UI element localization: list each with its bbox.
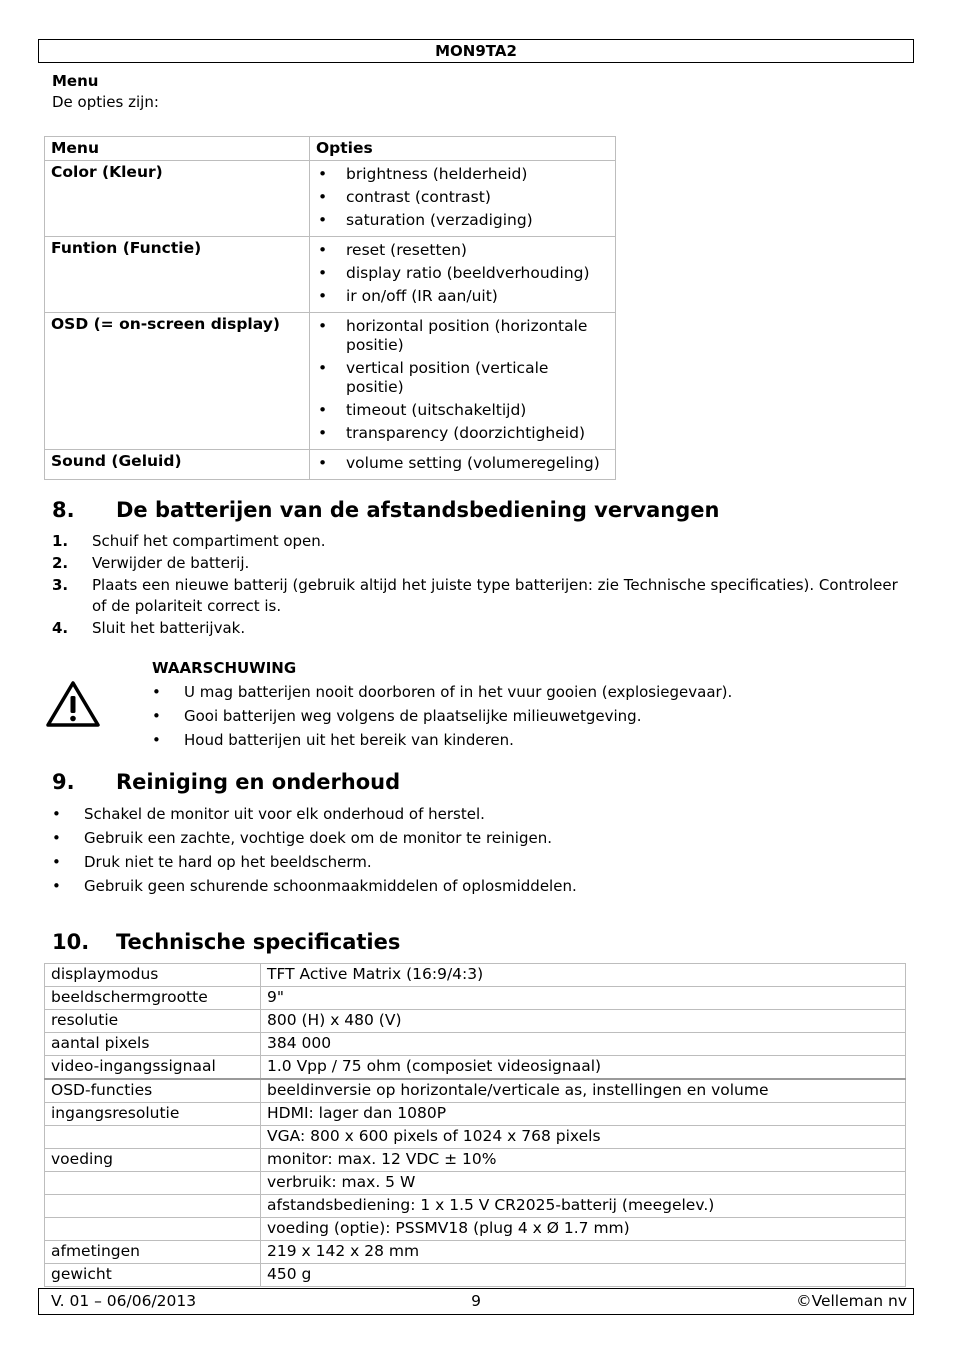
spec-value: 450 g xyxy=(261,1264,906,1287)
spec-value: verbruik: max. 5 W xyxy=(261,1172,906,1195)
list-item xyxy=(52,575,902,617)
list-item: • display ratio (beeldverhouding) xyxy=(316,264,609,283)
list-item: • saturation (verzadiging) xyxy=(316,211,609,230)
table-row xyxy=(45,987,906,1010)
spec-key: displaymodus xyxy=(45,964,261,987)
table-row xyxy=(45,1033,906,1056)
spec-key xyxy=(45,1195,261,1218)
table-row xyxy=(45,1149,906,1172)
document-header xyxy=(38,39,914,63)
warning-list xyxy=(152,680,732,752)
section-9-heading xyxy=(52,770,400,795)
section-title: De batterijen van de afstandsbediening vervangen xyxy=(116,498,720,522)
menu-heading: Menu xyxy=(52,72,99,90)
table-row xyxy=(45,312,616,449)
list-item: • U mag batterijen nooit doorboren of in het vuur gooien (explosiegevaar). xyxy=(152,680,732,704)
option-list-cell xyxy=(310,236,616,312)
spec-value: 384 000 xyxy=(261,1033,906,1056)
spec-key: OSD-functies xyxy=(45,1079,261,1103)
spec-value: 800 (H) x 480 (V) xyxy=(261,1010,906,1033)
spec-key: afmetingen xyxy=(45,1241,261,1264)
table-row xyxy=(45,1241,906,1264)
step-text: Verwijder de batterij. xyxy=(92,554,250,572)
warning-triangle-icon xyxy=(46,680,100,728)
section-number: 9. xyxy=(52,770,75,794)
list-item xyxy=(52,531,902,552)
page-number: 9 xyxy=(471,1292,481,1310)
list-item: • reset (resetten) xyxy=(316,241,609,260)
list-item xyxy=(52,618,902,639)
warning-title: WAARSCHUWING xyxy=(152,659,297,677)
list-item: • Druk niet te hard op het beeldscherm. xyxy=(52,850,577,874)
spec-key: aantal pixels xyxy=(45,1033,261,1056)
spec-key: voeding xyxy=(45,1149,261,1172)
table-row xyxy=(45,964,906,987)
list-item: • brightness (helderheid) xyxy=(316,165,609,184)
table-row xyxy=(45,1056,906,1080)
copyright: ©Velleman nv xyxy=(796,1292,907,1310)
section-number: 8. xyxy=(52,498,75,522)
specifications-table xyxy=(44,963,906,1287)
spec-value: VGA: 800 x 600 pixels of 1024 x 768 pixels xyxy=(261,1126,906,1149)
table-row xyxy=(45,1218,906,1241)
spec-key: ingangsresolutie xyxy=(45,1103,261,1126)
table-row xyxy=(45,1103,906,1126)
table-header-row xyxy=(45,137,616,161)
table-row xyxy=(45,160,616,236)
spec-value: beeldinversie op horizontale/verticale as, instellingen en volume xyxy=(261,1079,906,1103)
list-item: • timeout (uitschakeltijd) xyxy=(316,401,609,420)
step-text: Sluit het batterijvak. xyxy=(92,619,246,637)
list-item: • volume setting (volumeregeling) xyxy=(316,454,609,473)
version-date: V. 01 – 06/06/2013 xyxy=(51,1292,197,1310)
section-title: Reiniging en onderhoud xyxy=(116,770,401,794)
cleaning-list xyxy=(52,802,577,898)
table-row xyxy=(45,236,616,312)
option-list-cell xyxy=(310,160,616,236)
list-item: • Gooi batterijen weg volgens de plaatselijke milieuwetgeving. xyxy=(152,704,732,728)
list-item: • horizontal position (horizontale positie) xyxy=(316,317,609,355)
section-title: Technische specificaties xyxy=(116,930,401,954)
spec-value: monitor: max. 12 VDC ± 10% xyxy=(261,1149,906,1172)
option-list-cell xyxy=(310,312,616,449)
menu-name: OSD (= on-screen display) xyxy=(45,312,310,449)
menu-name: Funtion (Functie) xyxy=(45,236,310,312)
spec-key: gewicht xyxy=(45,1264,261,1287)
document-footer xyxy=(38,1288,914,1315)
model-code: MON9TA2 xyxy=(435,42,517,60)
table-row xyxy=(45,1126,906,1149)
spec-value: afstandsbediening: 1 x 1.5 V CR2025-batterij (meegelev.) xyxy=(261,1195,906,1218)
section-8-heading xyxy=(52,498,719,523)
step-number: 3. xyxy=(52,576,69,594)
spec-value: voeding (optie): PSSMV18 (plug 4 x Ø 1.7 mm) xyxy=(261,1218,906,1241)
list-item: • vertical position (verticale positie) xyxy=(316,359,609,397)
spec-value: TFT Active Matrix (16:9/4:3) xyxy=(261,964,906,987)
table-row xyxy=(45,1195,906,1218)
step-number: 2. xyxy=(52,554,69,572)
spec-value: 1.0 Vpp / 75 ohm (composiet videosignaal) xyxy=(261,1056,906,1080)
table-row xyxy=(45,1172,906,1195)
spec-value: 9" xyxy=(261,987,906,1010)
menu-options-table xyxy=(44,136,616,480)
step-text: Schuif het compartiment open. xyxy=(92,532,326,550)
spec-key: beeldschermgrootte xyxy=(45,987,261,1010)
list-item: • ir on/off (IR aan/uit) xyxy=(316,287,609,306)
spec-key xyxy=(45,1172,261,1195)
list-item: • contrast (contrast) xyxy=(316,188,609,207)
list-item: • Houd batterijen uit het bereik van kinderen. xyxy=(152,728,732,752)
column-header-menu: Menu xyxy=(45,137,310,161)
list-item: • Gebruik geen schurende schoonmaakmiddelen of oplosmiddelen. xyxy=(52,874,577,898)
section-number: 10. xyxy=(52,930,90,954)
battery-steps-list xyxy=(52,531,902,640)
table-row xyxy=(45,1264,906,1287)
spec-key xyxy=(45,1218,261,1241)
spec-value: 219 x 142 x 28 mm xyxy=(261,1241,906,1264)
table-row xyxy=(45,449,616,479)
section-10-heading xyxy=(52,930,400,955)
list-item: • transparency (doorzichtigheid) xyxy=(316,424,609,443)
table-row xyxy=(45,1010,906,1033)
step-number: 1. xyxy=(52,532,69,550)
table-row xyxy=(45,1079,906,1103)
option-list-cell xyxy=(310,449,616,479)
list-item: • Schakel de monitor uit voor elk onderhoud of herstel. xyxy=(52,802,577,826)
menu-intro: De opties zijn: xyxy=(52,93,159,111)
spec-key: video-ingangssignaal xyxy=(45,1056,261,1080)
menu-name: Color (Kleur) xyxy=(45,160,310,236)
list-item: • Gebruik een zachte, vochtige doek om de monitor te reinigen. xyxy=(52,826,577,850)
step-number: 4. xyxy=(52,619,69,637)
spec-key xyxy=(45,1126,261,1149)
spec-key: resolutie xyxy=(45,1010,261,1033)
column-header-options: Opties xyxy=(310,137,616,161)
list-item xyxy=(52,553,902,574)
step-text: Plaats een nieuwe batterij (gebruik altijd het juiste type batterijen: zie Technische specificaties). Controleer of de polariteit correct is. xyxy=(92,576,898,615)
spec-value: HDMI: lager dan 1080P xyxy=(261,1103,906,1126)
menu-name: Sound (Geluid) xyxy=(45,449,310,479)
